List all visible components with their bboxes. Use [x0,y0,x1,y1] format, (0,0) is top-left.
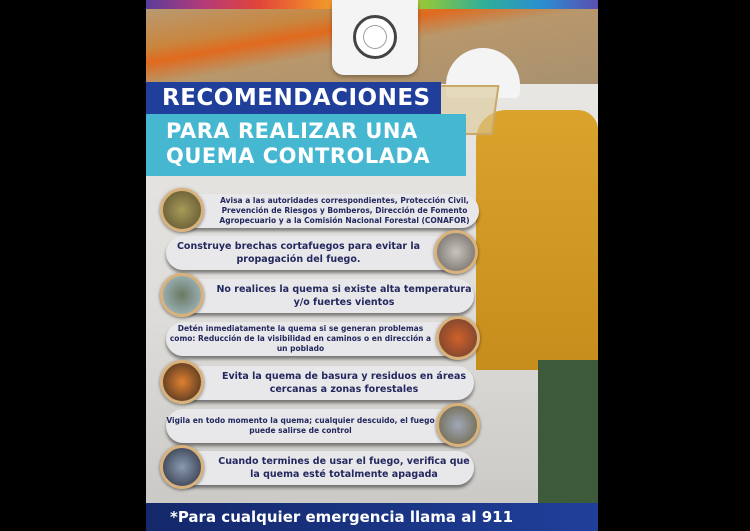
firefighter-jacket [476,110,598,370]
logo-box [332,0,418,75]
title-line-2: PARA REALIZAR UNA [166,119,418,143]
firebreak-photo-icon [434,230,478,274]
recommendation-text: Evita la quema de basura y residuos en áreas cercanas a zonas forestales [221,371,467,395]
smoke-photo-icon [436,316,480,360]
recommendation-text: Vigila en todo momento la quema; cualquier descuido, el fuego puede salirse de control [166,416,435,435]
emergency-footer: *Para cualquier emergencia llama al 911 [146,503,598,531]
title-line-3: QUEMA CONTROLADA [166,144,431,168]
burning-trash-photo-icon [160,360,204,404]
recommendation-2 [166,236,471,270]
recommendation-text: Cuando termines de usar el fuego, verifica que la quema esté totalmente apagada [218,456,470,480]
recommendation-6 [166,409,471,443]
government-seal-icon [353,15,397,59]
grass-fire-photo-icon [436,403,480,447]
recommendation-text: Construye brechas cortafuegos para evitar la propagación del fuego. [176,241,421,265]
wind-tree-photo-icon [160,273,204,317]
title-line-1: RECOMENDACIONES [146,82,441,114]
emergency-vehicle-photo-icon [160,188,204,232]
recommendation-7 [174,451,474,485]
title-lines-2-3 [146,114,466,176]
recommendation-4 [166,322,471,356]
recommendation-text: Avisa a las autoridades correspondientes, Protección Civil, Prevención de Riesgos y Bomberos, Dirección de Fomento Agropecuario y a la Comisión Nacional Forestal (CONAFOR) [219,196,470,225]
recommendation-text: Detén inmediatamente la quema si se generan problemas como: Reducción de la visibilidad en caminos o en dirección a un poblado [169,324,432,353]
recommendation-5 [174,366,474,400]
ashes-photo-icon [160,445,204,489]
recommendation-3 [174,279,474,313]
recommendation-1 [174,194,479,228]
poster [146,0,598,531]
firefighter-pants [538,360,598,503]
recommendation-text: No realices la quema si existe alta temperatura y/o fuertes vientos [216,284,472,308]
